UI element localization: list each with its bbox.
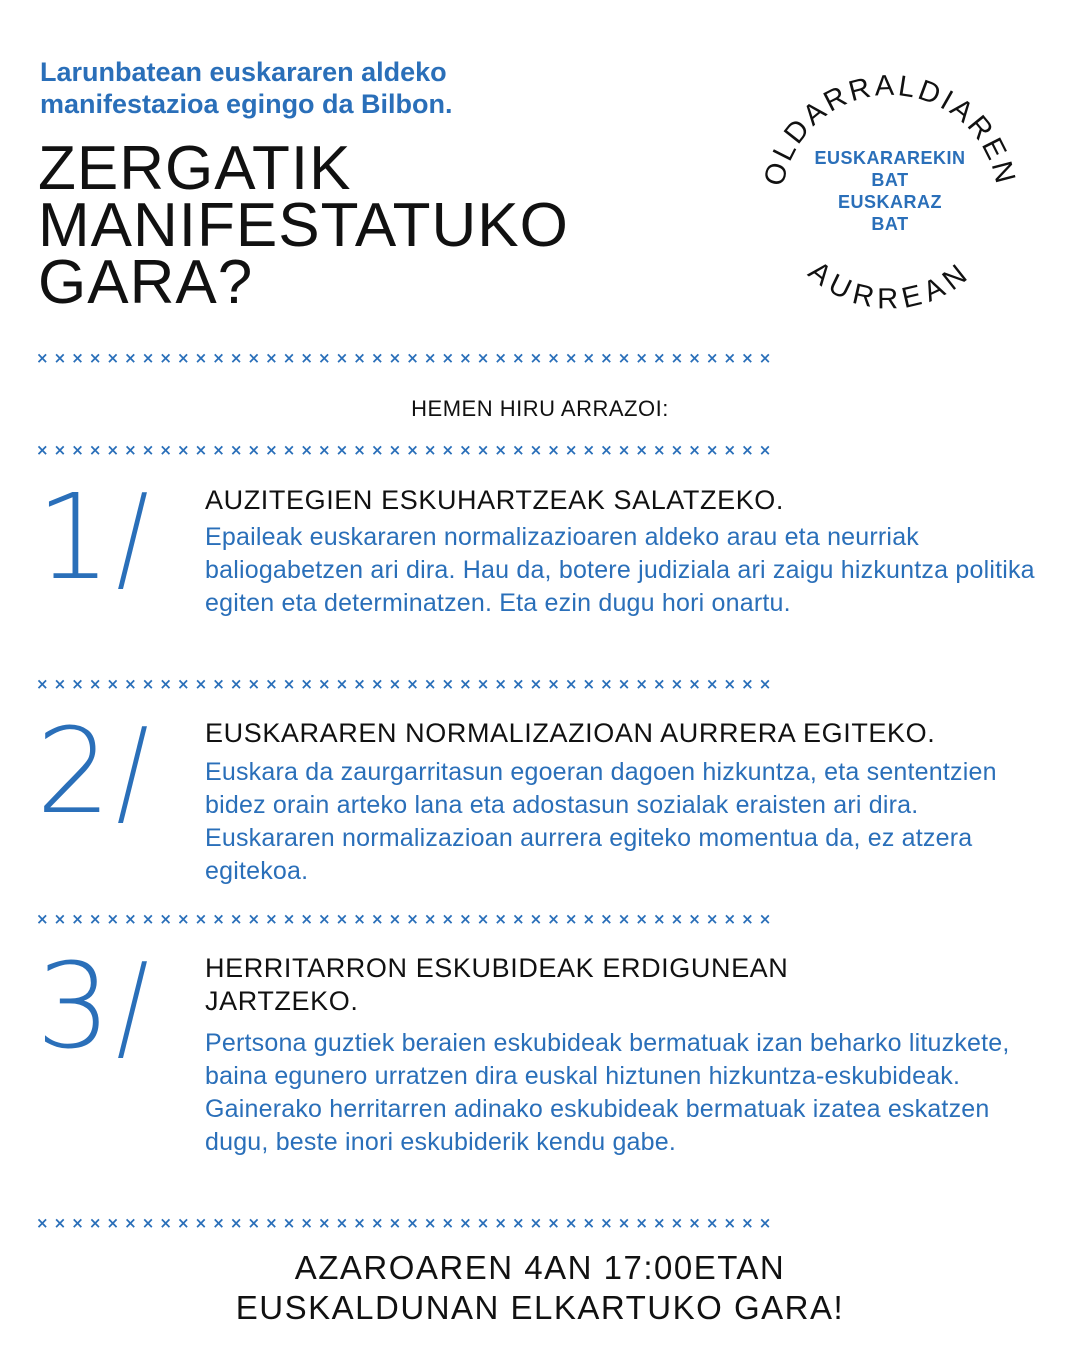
- reason-number-value: 2: [36, 702, 108, 840]
- reason-number-2: [36, 702, 149, 840]
- event-details: [0, 1248, 1080, 1328]
- reason-title-1: AUZITEGIEN ESKUHARTZEAK SALATZEKO.: [205, 485, 785, 515]
- cross-stitch-divider: ××××××××××××××××××××××××××××××××××××××××××: [36, 349, 777, 367]
- reason-number-value: 1: [36, 468, 108, 606]
- logo-center-line-2: BAT: [871, 170, 909, 190]
- cross-stitch-divider: ××××××××××××××××××××××××××××××××××××××××××: [36, 675, 777, 693]
- slash-glyph: /: [116, 702, 146, 840]
- headline-line-2: MANIFESTATUKO: [38, 191, 569, 260]
- svg-text:AURREAN: [802, 255, 978, 315]
- reason-number-value: 3: [36, 937, 108, 1075]
- headline-line-3: GARA?: [38, 248, 254, 317]
- cross-stitch-divider: ××××××××××××××××××××××××××××××××××××××××××: [36, 1214, 777, 1232]
- logo-arc-top: OLDARRALDIAREN: [758, 69, 1022, 190]
- reason-body-1: Epaileak euskararen normalizazioaren aldeko arau eta neurriak baliogabetzen ari dira. Hau da, botere judiziala ari zaigu hizkuntza politika egiten eta determinatzen. Eta ezin dugu hori onartu.: [205, 523, 1035, 617]
- logo-center-line-1: EUSKARAREKIN: [814, 148, 966, 168]
- logo-arc-bottom: AURREAN: [802, 255, 978, 316]
- cross-stitch-divider: ××××××××××××××××××××××××××××××××××××××××××: [36, 910, 777, 928]
- intro-line-2: manifestazioa egingo da Bilbon.: [40, 89, 453, 119]
- slash-glyph: /: [116, 468, 146, 606]
- reason-title-2: EUSKARAREN NORMALIZAZIOAN AURRERA EGITEKO.: [205, 718, 936, 748]
- logo-center-line-4: BAT: [871, 214, 909, 234]
- reason-number-3: [36, 937, 149, 1075]
- page-title: [38, 134, 718, 317]
- campaign-logo: [740, 35, 1040, 335]
- footer-line-1: AZAROAREN 4AN 17:00ETAN: [294, 1249, 786, 1286]
- cross-stitch-divider: ××××××××××××××××××××××××××××××××××××××××××: [36, 441, 777, 459]
- slash-glyph: /: [116, 937, 146, 1075]
- reason-body-3: Pertsona guztiek beraien eskubideak bermatuak izan beharko lituzkete, baina egunero urratzen dira euskal hiztunen hizkuntza-eskubideak. Gainerako herritarren adinako eskubideak bermatuak izatea eskatzen dugu, beste inori eskubiderik kendu gabe.: [205, 1029, 1010, 1156]
- reason-number-1: [36, 468, 149, 606]
- reasons-heading: HEMEN HIRU ARRAZOI:: [411, 396, 669, 421]
- reason-body-2: Euskara da zaurgarritasun egoeran dagoen hizkuntza, eta sententzien bidez orain arteko lana eta adostasun sozialak eraisten ari dira. Euskararen normalizazioan aurrera egiteko momentua da, ez atzera egitekoa.: [205, 758, 997, 885]
- intro-line-1: Larunbatean euskararen aldeko: [40, 57, 447, 87]
- intro-text: [40, 56, 660, 120]
- logo-center-line-3: EUSKARAZ: [837, 192, 943, 212]
- footer-line-2: EUSKALDUNAN ELKARTUKO GARA!: [235, 1289, 845, 1326]
- reason-title-3: HERRITARRON ESKUBIDEAK ERDIGUNEAN JARTZEKO.: [205, 953, 789, 1016]
- headline-line-1: ZERGATIK: [38, 134, 352, 203]
